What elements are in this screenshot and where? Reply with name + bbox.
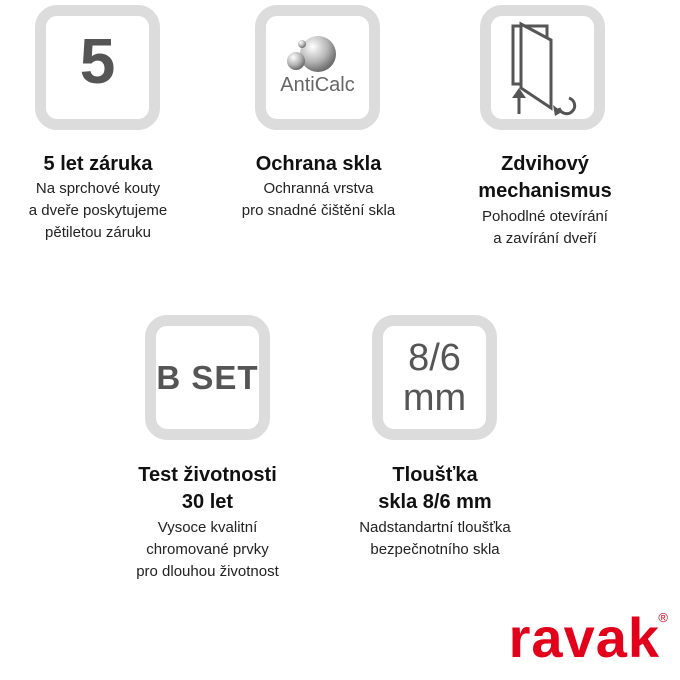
warranty-icon-box: [35, 5, 160, 130]
feature-title: 5 let záruka: [43, 153, 153, 175]
glass-thickness-unit: mm: [402, 377, 467, 419]
ravak-logo: ravak: [508, 606, 660, 669]
feature-desc-line: Pohodlné otevírání: [482, 208, 608, 225]
feature-desc-line: chromované prvky: [146, 541, 269, 558]
feature-desc-line: Na sprchové kouty: [35, 180, 161, 197]
registered-mark: ®: [658, 610, 668, 625]
door-lift-icon-box: [480, 5, 605, 130]
feature-desc-line: pětiletou záruku: [45, 224, 151, 241]
feature-desc-line: pro snadné čištění skla: [241, 202, 396, 219]
bset-icon-box: [145, 315, 270, 440]
feature-desc-line: Vysoce kvalitní: [157, 519, 258, 536]
anticalc-icon-box: [255, 5, 380, 130]
feature-title: skla 8/6 mm: [378, 491, 492, 513]
feature-desc-line: Nadstandartní tloušťka: [359, 519, 511, 536]
feature-desc-line: a dveře poskytujeme: [28, 202, 168, 219]
bset-icon: B SET: [156, 359, 259, 396]
feature-title: mechanismus: [478, 180, 612, 202]
glass-thickness-icon-box: [372, 315, 497, 440]
feature-title: Test životnosti: [138, 464, 277, 486]
warranty-5-icon: 5: [79, 25, 116, 97]
feature-title: Ochrana skla: [255, 153, 382, 175]
feature-desc-line: pro dlouhou životnost: [136, 563, 279, 580]
glass-thickness-icon: 8/6: [408, 337, 461, 379]
anticalc-icon: AntiCalc: [280, 74, 355, 96]
feature-title: 30 let: [181, 491, 234, 513]
feature-desc-line: bezpečnotního skla: [370, 541, 500, 558]
door-lift-icon: [491, 16, 594, 119]
feature-desc-line: Ochranná vrstva: [263, 180, 374, 197]
feature-desc-line: a zavírání dveří: [493, 230, 597, 247]
feature-title: Tloušťka: [392, 464, 478, 486]
feature-title: Zdvihový: [501, 153, 589, 175]
